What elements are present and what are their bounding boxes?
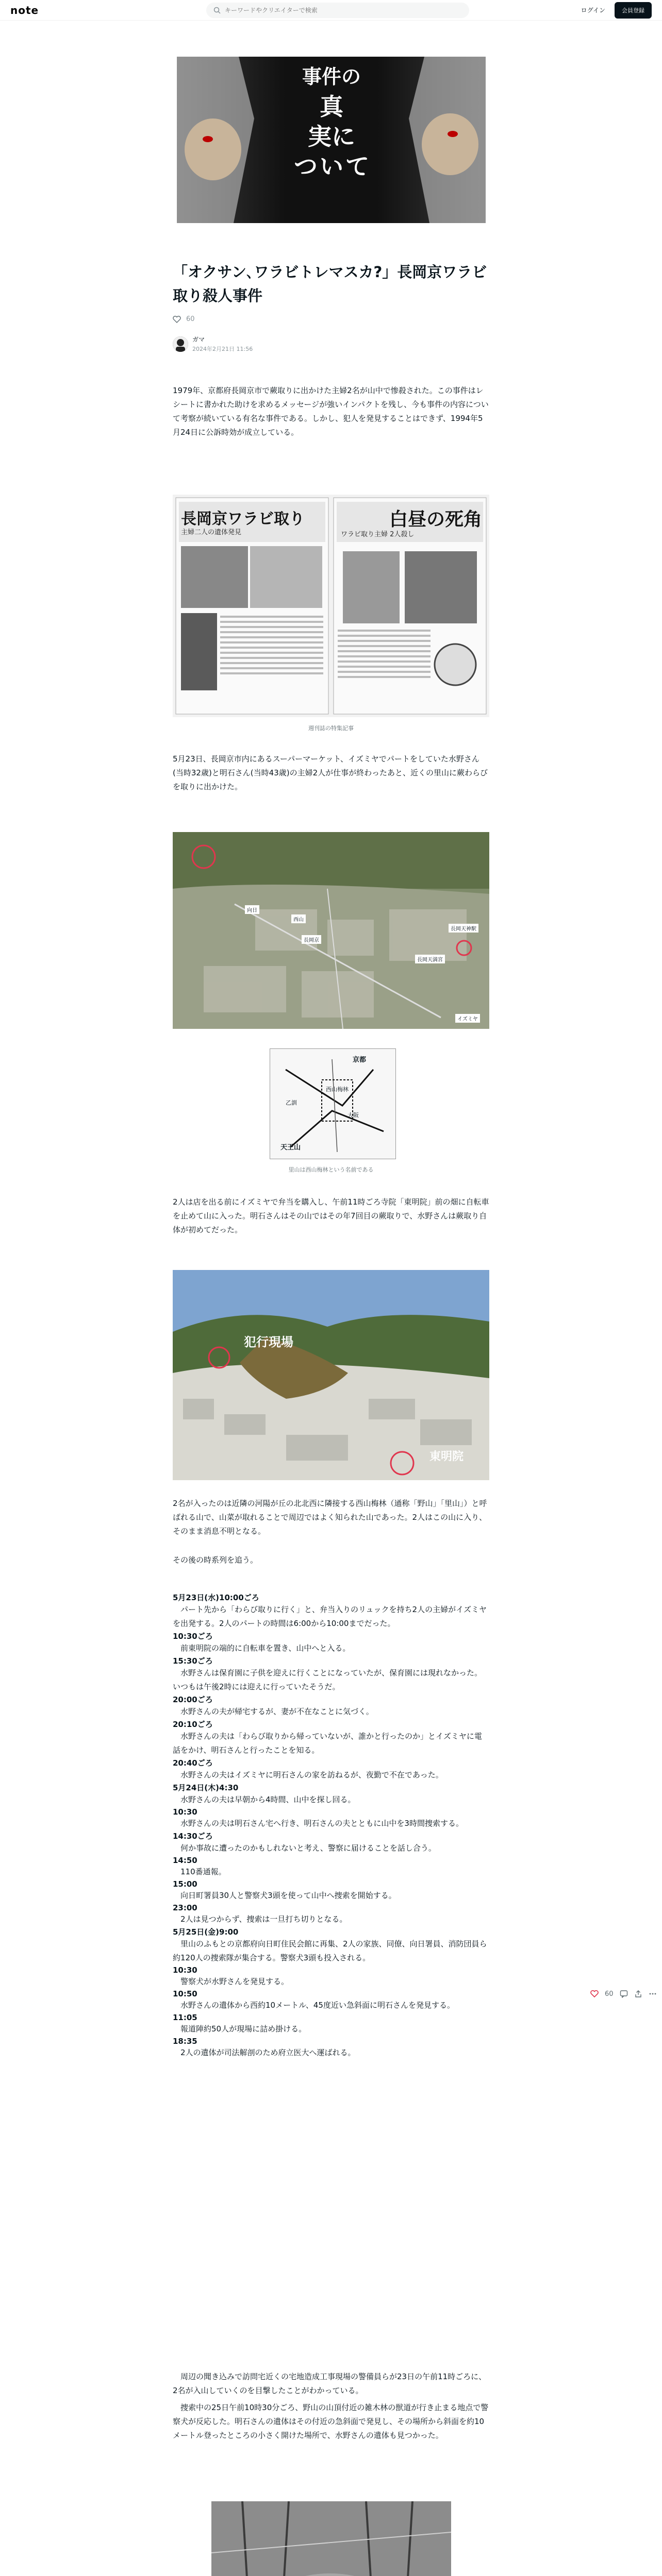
- author-name[interactable]: ガマ: [192, 336, 205, 343]
- search-input[interactable]: [225, 7, 431, 14]
- timeline-text: パート先から「わらび取りに行く」と、弁当入りのリュックを持ち2人の主婦がイズミヤを出発する。2人のパートの時間は6:00から10:00までだった。: [173, 1605, 487, 1628]
- timeline-text: 水野さんの夫は明石さん宅へ行き、明石さんの夫とともに山中を3時間捜索する。: [180, 1819, 464, 1828]
- hero-heading-line: つ: [294, 152, 318, 180]
- timeline-time: 5月23日(水)10:00ごろ: [173, 1593, 259, 1602]
- timeline-text: 報道陣約50人が現場に詰め掛ける。: [180, 2024, 307, 2033]
- floating-actions: [590, 1990, 657, 1998]
- newspaper-sub-right: ワラビ取り主婦 2人殺し: [341, 531, 415, 538]
- timeline-entry: [173, 1782, 489, 1807]
- timeline-text: 水野さんの夫は早朝から4時間、山中を探し回る。: [180, 1795, 356, 1804]
- signup-button[interactable]: 会員登録: [615, 2, 652, 19]
- timeline-entry: [173, 1903, 489, 1926]
- map-label: 向日: [245, 905, 259, 914]
- timeline-entry: [173, 1855, 489, 1879]
- publish-date: 2024年2月21日 11:56: [192, 346, 253, 352]
- timeline-text: 警察犬が水野さんを発見する。: [180, 1977, 289, 1986]
- locator-map: [270, 1048, 396, 1159]
- timeline-entry: [173, 2012, 489, 2036]
- caption-newspaper: 週刊誌の特集記事: [308, 725, 354, 732]
- map-label: 西山: [291, 914, 306, 923]
- panorama-photo: [173, 1270, 489, 1480]
- timeline-time: 14:50: [173, 1856, 197, 1865]
- locator-label: 乙訓: [286, 1099, 297, 1106]
- timeline-entry: [173, 1879, 489, 1903]
- timeline-time: 20:40ごろ: [173, 1758, 213, 1768]
- timeline-time: 11:05: [173, 2013, 197, 2022]
- hero-heading-line: 実に: [308, 123, 355, 150]
- timeline-text: 水野さんは保育園に子供を迎えに行くことになっていたが、保育園には現れなかった。いつもは午後2時には迎えに行っていたそうだ。: [173, 1668, 483, 1691]
- timeline-text: 水野さんの遺体から西約10メートル、45度近い急斜面に明石さんを発見する。: [180, 2001, 455, 2010]
- timeline-text: 何か事故に遭ったのかもしれないと考え、警察に届けることを話し合う。: [180, 1843, 436, 1853]
- map-label: 長岡京: [302, 935, 321, 944]
- heart-icon[interactable]: [590, 1990, 599, 1997]
- timeline-time: 10:50: [173, 1989, 197, 1998]
- author-block[interactable]: [173, 335, 253, 353]
- timeline-entry: [173, 1655, 489, 1694]
- paragraph-may23: 5月23日、長岡京市内にあるスーパーマーケット、イズミヤでパートをしていた水野さん(当時32歳)と明石さん(当時43歳)の主婦2人が仕事が終わったあと、近くの里山に蕨わらびを取りに出かけた。: [173, 754, 488, 791]
- newspaper-sub-left: 主婦二人の遺体発見: [181, 529, 242, 536]
- timeline-time: 23:00: [173, 1903, 197, 1912]
- article-title: 「オクサン､ワラビトレマスカ?」長岡京ワラビ取り殺人事件: [173, 263, 487, 304]
- timeline-time: 10:30: [173, 1807, 197, 1817]
- timeline-entry: [173, 1592, 489, 1631]
- timeline-time: 20:10ごろ: [173, 1720, 213, 1729]
- timeline-text: 110番通報。: [180, 1867, 226, 1876]
- timeline-time: 5月25日(金)9:00: [173, 1927, 239, 1937]
- paragraph-discovery-1: 周辺の聞き込みで訪問宅近くの宅地造成工事現場の警備員らが23日の午前11時ごろに、2名が入山していくのを目撃したことがわかっている。: [173, 2372, 487, 2395]
- timeline-text: 水野さんの夫はイズミヤに明石さんの家を訪ねるが、夜勤で不在であった。: [180, 1770, 443, 1780]
- avatar[interactable]: [173, 336, 188, 352]
- timeline-entry: [173, 1694, 489, 1719]
- locator-label: 天王山: [280, 1144, 301, 1151]
- search-bar[interactable]: [206, 3, 469, 18]
- timeline-time: 10:30: [173, 1965, 197, 1975]
- map-label: 長岡天満宮: [415, 955, 445, 963]
- floating-like-count: 60: [605, 1990, 614, 1998]
- timeline-text: 2人は見つからず、捜索は一旦打ち切りとなる。: [180, 1914, 347, 1924]
- locator-label: 西山梅林: [326, 1086, 349, 1093]
- login-link[interactable]: ログイン: [581, 7, 605, 14]
- newspaper-image: [173, 495, 489, 717]
- photo-label-crime-scene: 犯行現場: [244, 1335, 293, 1349]
- timeline-text: 向日町署員30人と警察犬3頭を使って山中へ捜索を開始する。: [180, 1891, 396, 1900]
- paragraph-route: 2人は店を出る前にイズミヤで弁当を購入し、午前11時ごろ寺院「東明院」前の畑に自転車を止めて山に入った。明石さんはその山ではその年7回目の蕨取りで、水野さんは蕨取り自体が初めてだった。: [173, 1197, 489, 1234]
- timeline: [173, 1592, 489, 2060]
- timeline-entry: [173, 1757, 489, 1782]
- hero-heading-line: い: [320, 152, 343, 180]
- timeline-text: 里山のふもとの京都府向日町住民会館に再集、2人の家族、同僚、向日署員、消防団員ら約120人の捜索隊が集合する。警察犬3頭も投入される。: [173, 1939, 487, 1962]
- caption-map: 里山は西山梅林という名前である: [288, 1166, 374, 1173]
- newspaper-headline-left: 長岡京ワラビ取り: [181, 510, 305, 528]
- timeline-entry: [173, 1807, 489, 1831]
- aerial-map: [173, 832, 489, 1029]
- paragraph-discovery-2: 捜索中の25日午前10時30分ごろ、野山の山頂付近の雑木林の獣道が行き止まる地点で警察犬が反応した。明石さんの遺体はその付近の急斜面で発見し、その場所から斜面を約10メートル登ったところの小さく開けた場所で、水野さんの遺体も見つかった。: [173, 2403, 489, 2440]
- timeline-entry: [173, 1926, 489, 1965]
- timeline-entry: [173, 1831, 489, 1855]
- intro-paragraph: 1979年、京都府長岡京市で蕨取りに出かけた主婦2名が山中で惨殺された。この事件はレシートに書かれた助けを求めるメッセージが強いインパクトを残し、今も事件の内容について考察が続いている有名な事件である。しかし、犯人を発見することはできず、1994年5月24日に公訴時効が成立している。: [173, 386, 489, 437]
- timeline-entry: [173, 1965, 489, 1989]
- search-icon: [213, 7, 221, 14]
- timeline-entry: [173, 1631, 489, 1655]
- timeline-entry: [173, 1719, 489, 1757]
- hero-heading-line: 事件の: [302, 65, 361, 88]
- map-label: イズミヤ: [455, 1014, 480, 1023]
- timeline-time: 15:00: [173, 1879, 197, 1889]
- hero-heading-line: て: [345, 152, 369, 180]
- timeline-text: 前東明院の端的に自転車を置き、山中へと入る。: [180, 1643, 351, 1653]
- timeline-time: 5月24日(木)4:30: [173, 1783, 239, 1792]
- heart-icon[interactable]: [173, 316, 181, 323]
- scene-photo: [211, 2501, 451, 2576]
- timeline-entry: [173, 1989, 489, 2012]
- timeline-time: 15:30ごろ: [173, 1656, 213, 1666]
- timeline-time: 18:35: [173, 2037, 197, 2046]
- like-count: 60: [186, 315, 195, 323]
- timeline-entry: [173, 2036, 489, 2060]
- timeline-time: 14:30ごろ: [173, 1832, 213, 1841]
- share-icon[interactable]: [634, 1990, 642, 1998]
- paragraph-mountain: 2名が入ったのは近隣の河陽が丘の北北西に隣接する西山梅林（通称「野山」「里山」）と呼ばれる山で、山菜が取れることで周辺ではよく知られた山であった。2人はこの山に入り、そのまま消息不明となる。: [173, 1499, 487, 1536]
- timeline-time: 10:30ごろ: [173, 1632, 213, 1641]
- hero-heading-line: 真: [320, 93, 343, 121]
- timeline-text: 水野さんの夫が帰宅するが、妻が不在なことに気づく。: [180, 1707, 374, 1716]
- timeline-text: 水野さんの夫は「わらび取りから帰っていないが、誰かと行ったのか」とイズミヤに電話をかけ、明石さんと行ったことを知る。: [173, 1732, 482, 1755]
- map-label: 長岡天神駅: [449, 924, 478, 933]
- paragraph-timeline-intro: その後の時系列を追う。: [173, 1555, 258, 1565]
- timeline-text: 2人の遺体が司法解剖のため府立医大へ運ばれる。: [180, 2048, 356, 2057]
- note-logo[interactable]: note: [10, 4, 39, 16]
- timeline-time: 20:00ごろ: [173, 1695, 213, 1704]
- comment-icon[interactable]: [620, 1990, 628, 1998]
- like-area: [173, 315, 195, 323]
- hero-image: [177, 57, 486, 223]
- locator-label: 大阪: [347, 1112, 359, 1118]
- photo-label-tomyoin: 東明院: [429, 1450, 464, 1463]
- newspaper-headline-right: 白昼の死角: [389, 509, 483, 530]
- more-icon[interactable]: [649, 1990, 657, 1998]
- locator-label: 京都: [353, 1056, 367, 1064]
- site-header: [0, 0, 662, 21]
